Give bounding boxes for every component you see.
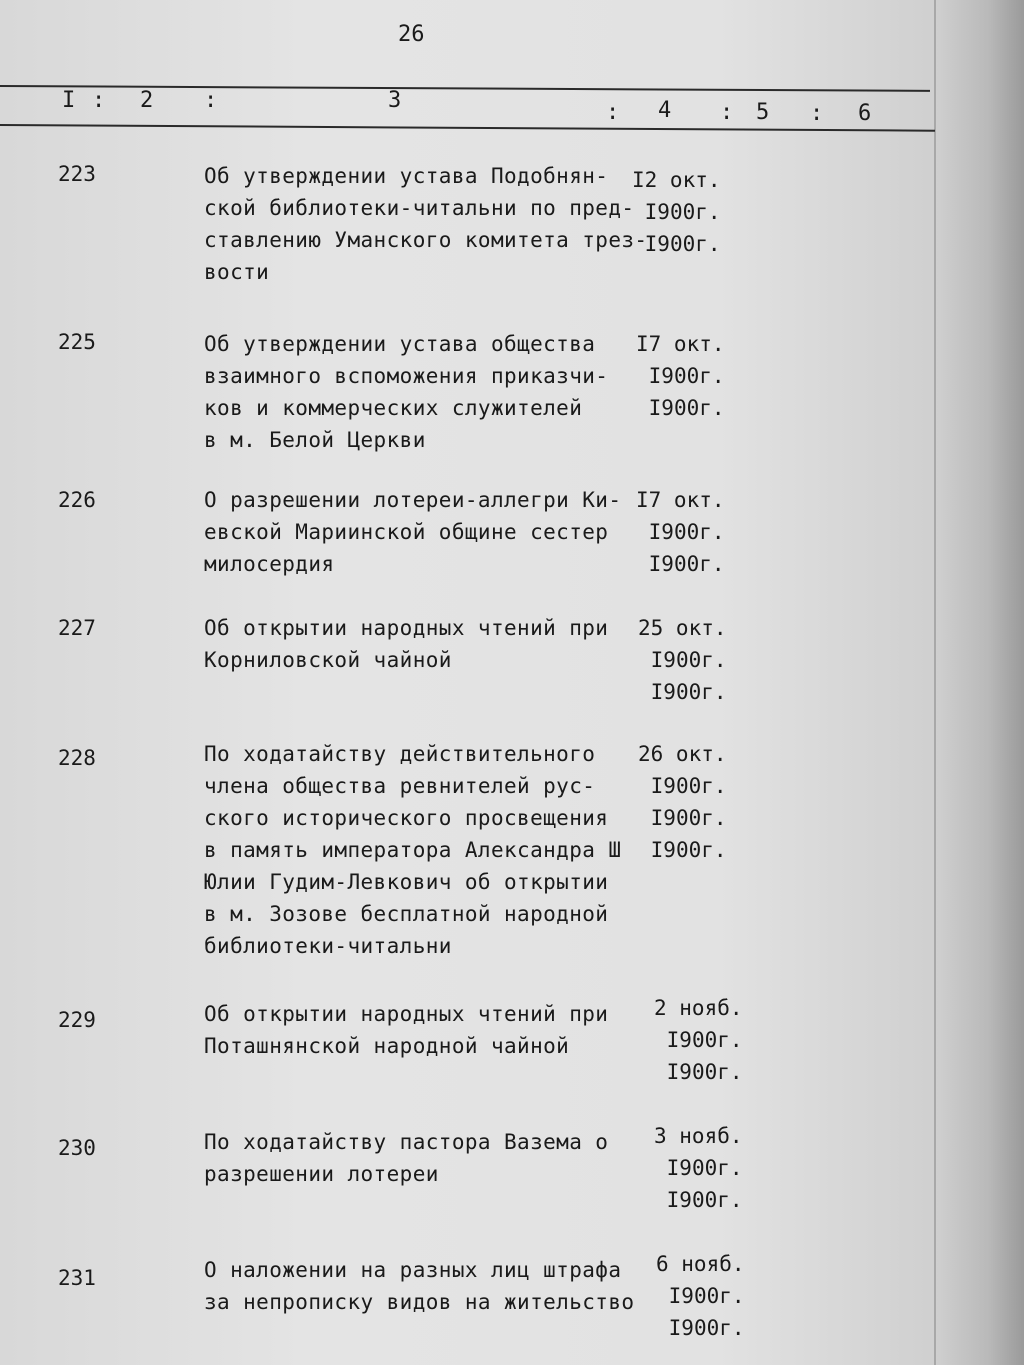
entry-title-line: Об утверждении устава общества bbox=[204, 332, 596, 356]
entry-title-line: вости bbox=[204, 260, 270, 284]
entry-date: 3 нояб. bbox=[654, 1124, 743, 1148]
entry-number: 229 bbox=[58, 1008, 96, 1032]
entry-title-line: ской библиотеки-читальни по пред- bbox=[204, 196, 635, 220]
header-rule-bottom bbox=[0, 124, 935, 132]
underlying-sheet-edge bbox=[934, 0, 936, 1365]
column-separator: : bbox=[92, 88, 106, 113]
entry-title bbox=[204, 612, 644, 676]
entry-number: 227 bbox=[58, 616, 96, 640]
entry-date: 25 окт. bbox=[638, 616, 727, 640]
entry-date: I2 окт. bbox=[632, 168, 721, 192]
entry-dates bbox=[654, 992, 743, 1088]
entry-number: 226 bbox=[58, 488, 96, 512]
entry-date: I7 окт. bbox=[636, 332, 725, 356]
column-separator: : bbox=[204, 88, 218, 113]
column-header-2: 2 bbox=[140, 88, 154, 113]
column-header-1: I bbox=[62, 88, 76, 113]
entry-title-line: ского исторического просвещения bbox=[204, 806, 609, 830]
entry-date: I900г. bbox=[666, 1188, 743, 1212]
page-shadow bbox=[934, 0, 1024, 1365]
entry-number: 231 bbox=[58, 1266, 96, 1290]
entry-title-line: разрешении лотереи bbox=[204, 1162, 439, 1186]
entry-number: 225 bbox=[58, 330, 96, 354]
entry-title-line: члена общества ревнителей рус- bbox=[204, 774, 596, 798]
entry-title-line: О разрешении лотереи-аллегри Ки- bbox=[204, 488, 622, 512]
entry-date: I900г. bbox=[666, 1156, 743, 1180]
entry-title bbox=[204, 160, 648, 288]
column-separator: : bbox=[810, 101, 824, 126]
entry-title-line: милосердия bbox=[204, 552, 335, 576]
column-header-5: 5 bbox=[756, 100, 770, 125]
column-header-4: 4 bbox=[658, 98, 672, 123]
column-separator: : bbox=[606, 100, 620, 125]
entry-title-line: По ходатайству действительного bbox=[204, 742, 596, 766]
entry-title-line: Об открытии народных чтений при bbox=[204, 1002, 609, 1026]
entry-date: I900г. bbox=[650, 838, 727, 862]
entry-date: I900г. bbox=[648, 520, 725, 544]
entry-dates bbox=[636, 328, 725, 424]
entry-date: I900г. bbox=[650, 774, 727, 798]
entry-title-line: в память императора Александра Ш bbox=[204, 838, 622, 862]
entry-dates bbox=[638, 612, 727, 708]
entry-title-line: в м. Зозове бесплатной народной bbox=[204, 902, 609, 926]
entry-date: I900г. bbox=[648, 396, 725, 420]
entry-date: I900г. bbox=[650, 806, 727, 830]
entry-title-line: в м. Белой Церкви bbox=[204, 428, 426, 452]
entry-title-line: Об утверждении устава Подобнян- bbox=[204, 164, 609, 188]
entry-dates bbox=[636, 484, 725, 580]
entry-date: 6 нояб. bbox=[656, 1252, 745, 1276]
entry-date: I900г. bbox=[666, 1028, 743, 1052]
entry-dates bbox=[638, 738, 727, 866]
entry-date: 2 нояб. bbox=[654, 996, 743, 1020]
entry-dates bbox=[654, 1120, 743, 1216]
entry-title bbox=[204, 998, 644, 1062]
entry-title bbox=[204, 738, 644, 962]
column-header-3: 3 bbox=[388, 88, 402, 113]
entry-title bbox=[204, 484, 644, 580]
entry-date: I900г. bbox=[666, 1060, 743, 1084]
entry-title-line: ставлению Уманского комитета трез- bbox=[204, 228, 648, 252]
entry-number: 223 bbox=[58, 162, 96, 186]
entry-title bbox=[204, 1126, 644, 1190]
entry-date: I900г. bbox=[648, 364, 725, 388]
entry-title-line: взаимного вспоможения приказчи- bbox=[204, 364, 609, 388]
entry-title-line: Поташнянской народной чайной bbox=[204, 1034, 570, 1058]
entry-title-line: Об открытии народных чтений при bbox=[204, 616, 609, 640]
entry-title-line: за непрописку видов на жительство bbox=[204, 1290, 635, 1314]
column-header-6: 6 bbox=[858, 101, 872, 126]
entry-date: I7 окт. bbox=[636, 488, 725, 512]
entry-title bbox=[204, 1254, 644, 1318]
entry-title-line: Юлии Гудим-Левкович об открытии bbox=[204, 870, 609, 894]
entry-title-line: евской Мариинской общине сестер bbox=[204, 520, 609, 544]
entry-date: I900г. bbox=[648, 552, 725, 576]
page-number: 26 bbox=[398, 22, 425, 47]
entry-dates bbox=[656, 1248, 745, 1344]
entry-date: I900г. bbox=[650, 680, 727, 704]
entry-title-line: ков и коммерческих служителей bbox=[204, 396, 583, 420]
entry-date: I900г. bbox=[644, 200, 721, 224]
entry-date: 26 окт. bbox=[638, 742, 727, 766]
entry-title-line: библиотеки-читальни bbox=[204, 934, 452, 958]
entry-date: I900г. bbox=[650, 648, 727, 672]
entry-date: I900г. bbox=[668, 1284, 745, 1308]
column-separator: : bbox=[720, 100, 734, 125]
entry-title bbox=[204, 328, 644, 456]
entry-title-line: По ходатайству пастора Вазема о bbox=[204, 1130, 609, 1154]
entry-date: I900г. bbox=[644, 232, 721, 256]
entry-title-line: Корниловской чайной bbox=[204, 648, 452, 672]
entry-title-line: О наложении на разных лиц штрафа bbox=[204, 1258, 622, 1282]
entry-date: I900г. bbox=[668, 1316, 745, 1340]
entry-dates bbox=[632, 164, 721, 260]
entry-number: 230 bbox=[58, 1136, 96, 1160]
entry-number: 228 bbox=[58, 746, 96, 770]
